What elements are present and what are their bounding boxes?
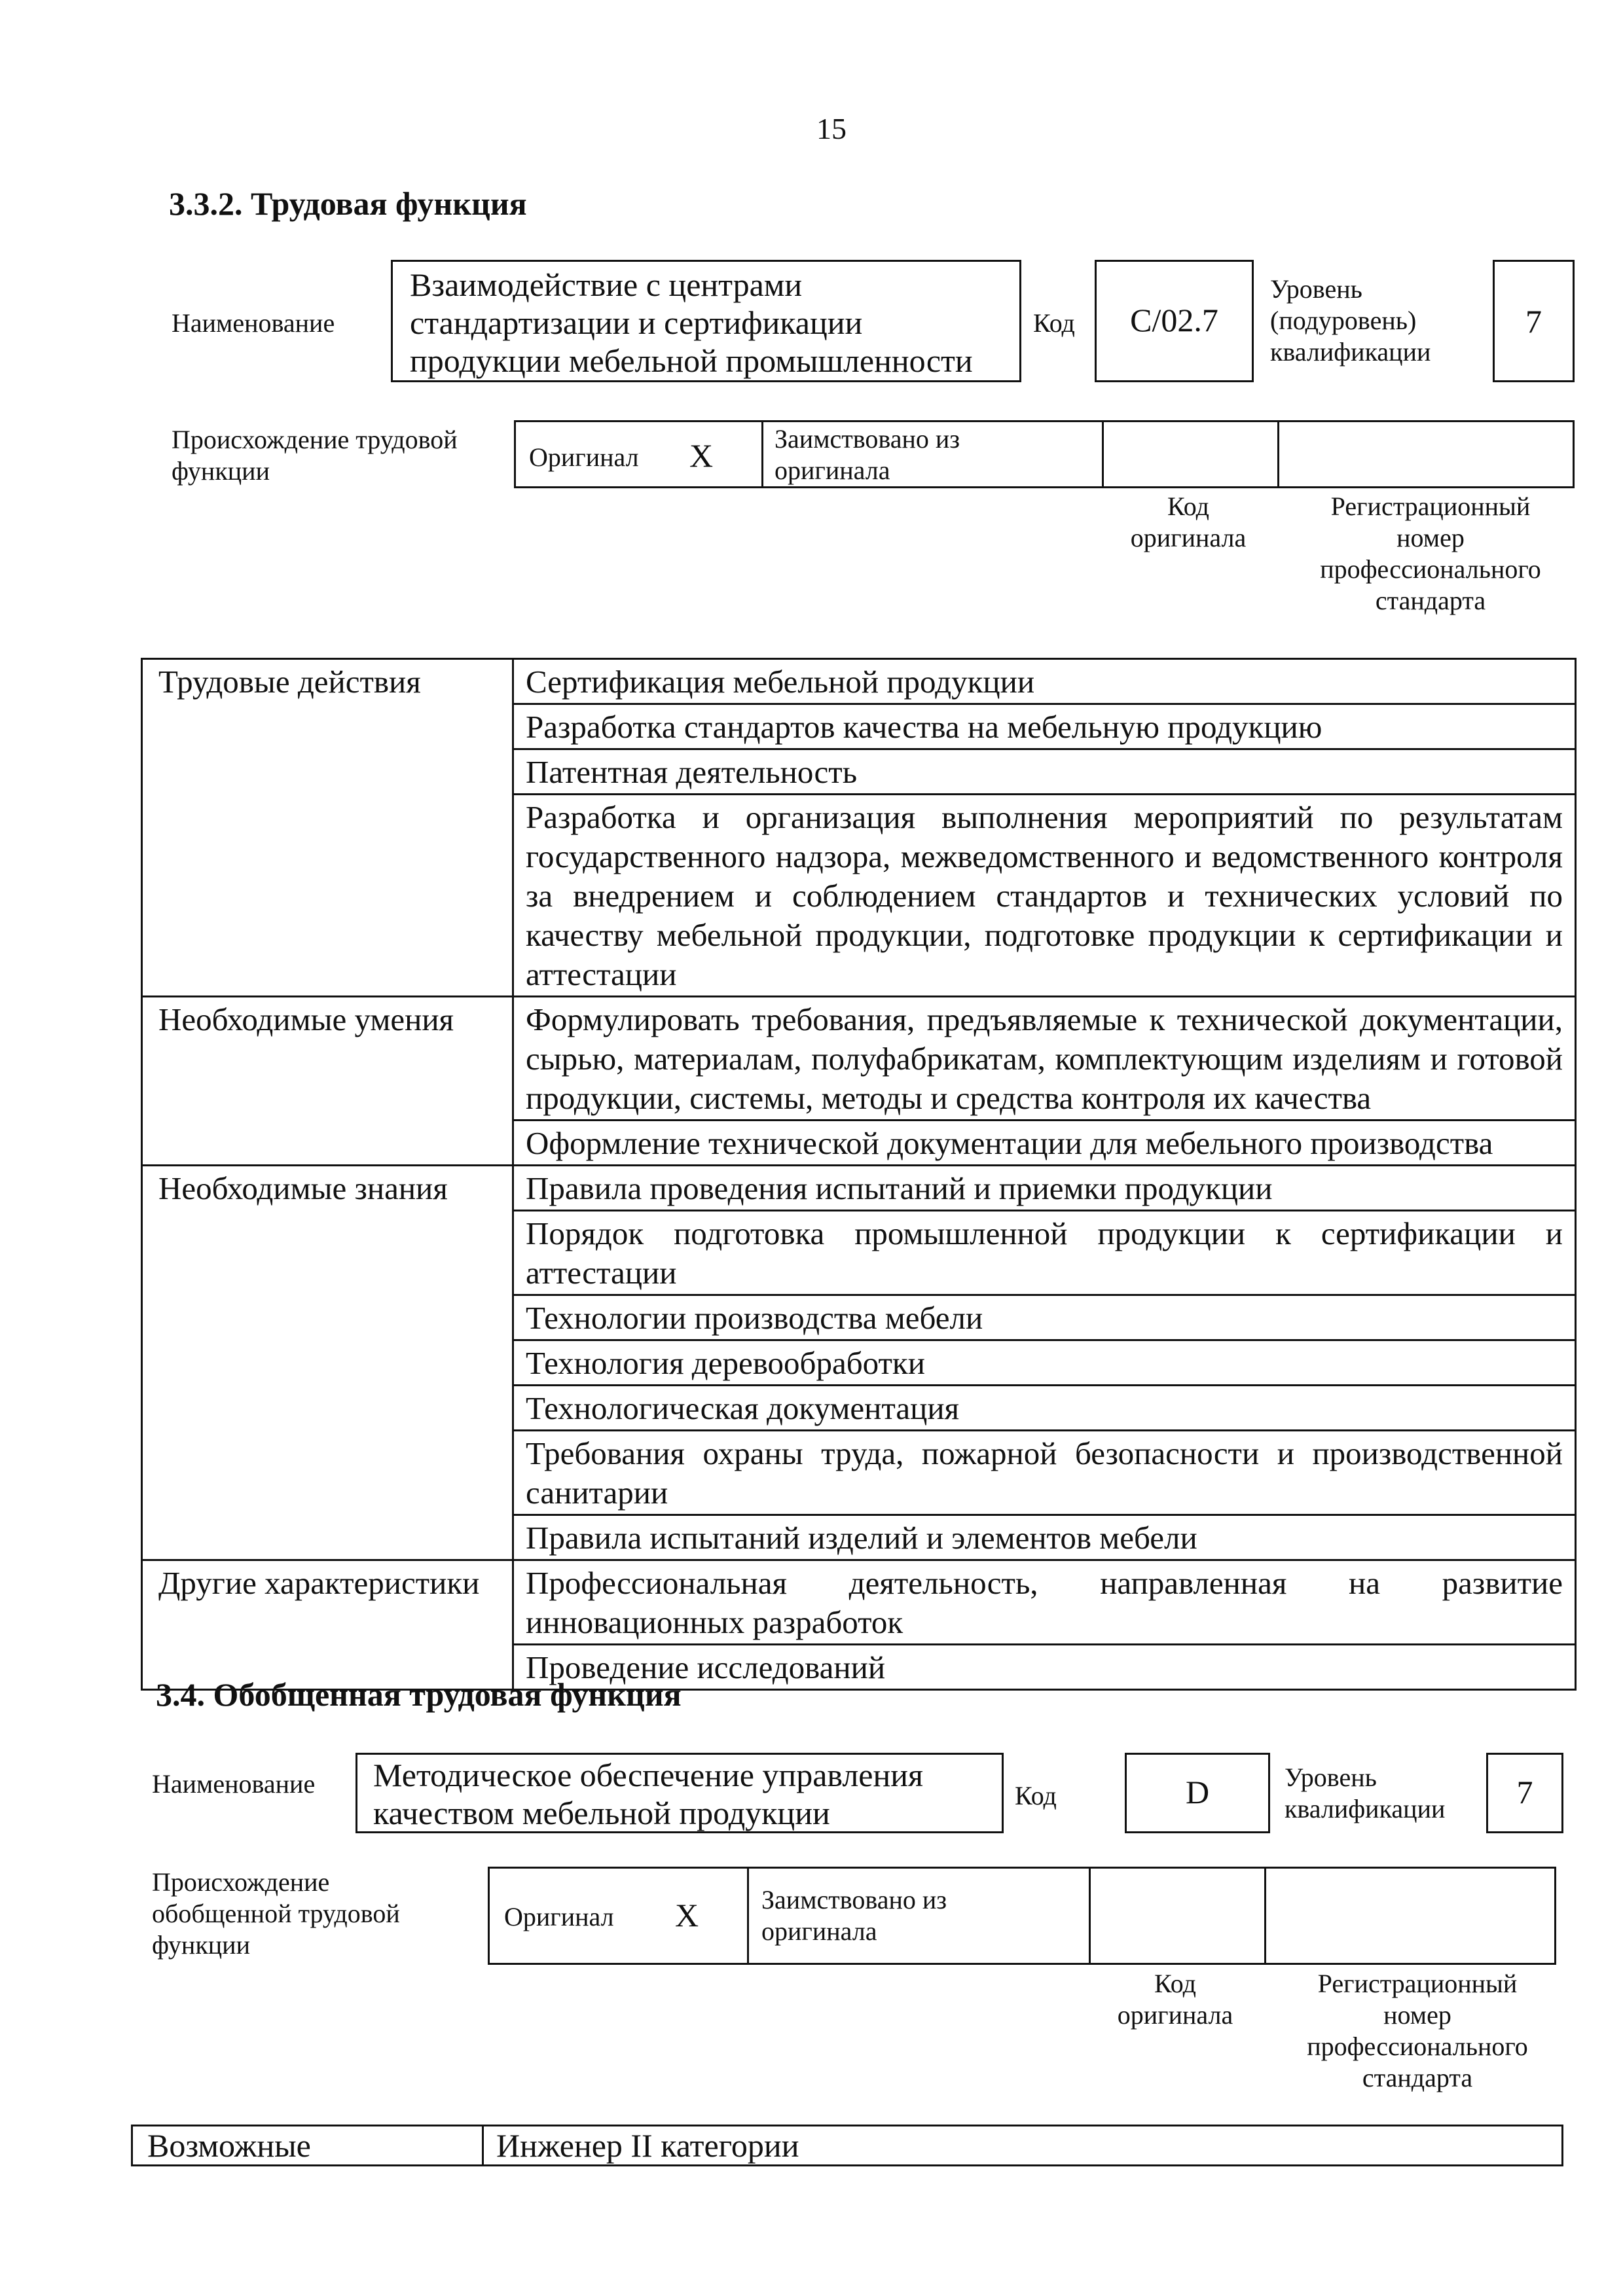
borrowed-label: Заимствовано из оригинала: [761, 1885, 947, 1946]
table-cell: Технология деревообработки: [513, 1340, 1576, 1386]
table-row: [142, 1560, 1576, 1645]
origin-table: [514, 420, 1575, 488]
origin-label: Происхождение трудовой функции: [172, 425, 458, 486]
function-name-box: [391, 260, 1021, 382]
origin-label: Происхождение обобщенной трудовой функции: [152, 1867, 400, 1960]
original-mark: X: [675, 1897, 699, 1933]
table-cell: Разработка и организация выполнения мероприятий по результатам государственного надзора, межведомственного и ведомственного контроля за внедрением и соблюдением стандартов и технических условий по качеству мебельной продукции, подготовке продукции к сертификации и аттестации: [513, 795, 1576, 997]
divider: [1089, 1869, 1091, 1963]
function-name-line: Взаимодействие с центрами: [410, 266, 803, 303]
divider: [1277, 422, 1279, 486]
code-label: Код: [1015, 1781, 1057, 1810]
level-value-box: 7: [1493, 260, 1575, 382]
code-value-box: D: [1125, 1753, 1270, 1833]
original-label: Оригинал: [504, 1902, 614, 1931]
table-row: [142, 659, 1576, 704]
code-original-caption: Код оригинала: [1130, 492, 1247, 552]
table-row: [142, 1166, 1576, 1211]
original-mark: X: [689, 437, 714, 474]
code-label: Код: [1033, 308, 1075, 338]
level-label: Уровень (подуровень) квалификации: [1270, 274, 1431, 367]
row-group-label: Необходимые знания: [142, 1166, 513, 1560]
labor-actions-table: [141, 658, 1577, 1691]
table-cell: Разработка стандартов качества на мебельную продукцию: [513, 704, 1576, 749]
section-heading: 3.3.2. Трудовая функция: [169, 185, 527, 222]
table-cell: Технологии производства мебели: [513, 1295, 1576, 1340]
divider: [761, 422, 763, 486]
table-cell: Проведение исследований: [513, 1645, 1576, 1690]
row-group-label: Другие характеристики: [142, 1560, 513, 1690]
positions-row: [131, 2125, 1563, 2166]
registration-number-caption: Регистрационный номер профессионального стандарта: [1307, 1969, 1528, 2092]
table-cell: Оформление технической документации для мебельного производства: [513, 1121, 1576, 1166]
function-name-line: качеством мебельной продукции: [373, 1795, 830, 1831]
divider: [1264, 1869, 1266, 1963]
table-cell: Порядок подготовка промышленной продукции к сертификации и аттестации: [513, 1211, 1576, 1295]
table-cell: Формулировать требования, предъявляемые к технической документации, сырью, материалам, полуфабрикатам, комплектующим изделиям и готовой продукции, системы, методы и средства контроля их качества: [513, 997, 1576, 1121]
origin-table: [488, 1867, 1556, 1965]
page-number: 15: [816, 112, 847, 145]
table-cell: Профессиональная деятельность, направленная на развитие инновационных разработок: [513, 1560, 1576, 1645]
table-row: [142, 997, 1576, 1121]
table-cell: Сертификация мебельной продукции: [513, 659, 1576, 704]
borrowed-label: Заимствовано из оригинала: [775, 424, 960, 485]
table-cell: Правила испытаний изделий и элементов мебели: [513, 1515, 1576, 1560]
table-cell: Требования охраны труда, пожарной безопасности и производственной санитарии: [513, 1431, 1576, 1515]
function-name-line: продукции мебельной промышленности: [410, 342, 973, 379]
divider: [482, 2126, 484, 2164]
function-name-line: стандартизации и сертификации: [410, 304, 863, 341]
level-value-box: 7: [1486, 1753, 1563, 1833]
section-heading: 3.4. Обобщенная трудовая функция: [156, 1676, 682, 1713]
name-label: Наименование: [172, 308, 335, 338]
divider: [747, 1869, 749, 1963]
function-name-box: [356, 1753, 1004, 1833]
positions-value: Инженер II категории: [496, 2127, 799, 2164]
positions-label: Возможные: [147, 2127, 311, 2164]
table-cell: Правила проведения испытаний и приемки продукции: [513, 1166, 1576, 1211]
table-cell: Технологическая документация: [513, 1386, 1576, 1431]
code-original-caption: Код оригинала: [1117, 1969, 1233, 2030]
row-group-label: Необходимые умения: [142, 997, 513, 1166]
divider: [1102, 422, 1104, 486]
original-label: Оригинал: [529, 442, 639, 472]
function-name-line: Методическое обеспечение управления: [373, 1757, 923, 1793]
row-group-label: Трудовые действия: [142, 659, 513, 997]
registration-number-caption: Регистрационный номер профессионального стандарта: [1320, 492, 1541, 615]
code-value-box: C/02.7: [1095, 260, 1254, 382]
name-label: Наименование: [152, 1769, 316, 1799]
table-cell: Патентная деятельность: [513, 749, 1576, 795]
level-label: Уровень квалификации: [1285, 1763, 1446, 1823]
